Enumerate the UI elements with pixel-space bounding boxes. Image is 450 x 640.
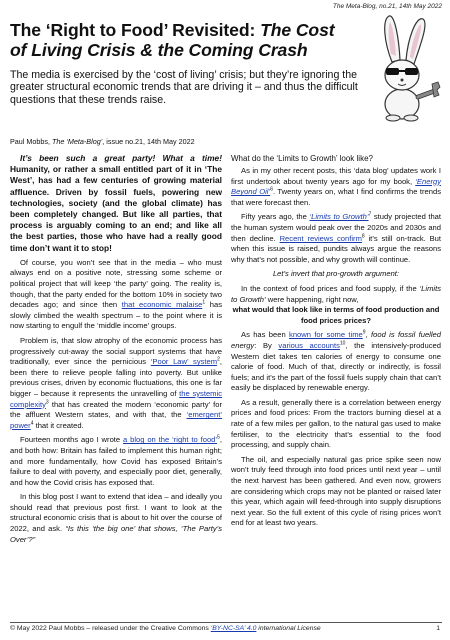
text-run: that has created the modern ‘economic party’ for the affluent Western states, and with that, the (10, 399, 222, 420)
footnote-ref: 3 (45, 399, 49, 406)
centered-italic-line: Let’s invert that pro-growth argument: (272, 269, 400, 279)
link-cc-license[interactable]: ‘BY-NC-SA’ 4.0 (210, 625, 257, 632)
footnote-ref: 9 (362, 329, 366, 336)
text-run: . Twenty years on, what I find confirms the trends that were forecast then. (231, 187, 441, 207)
paragraph (231, 212, 441, 265)
text-run-italic: food is fossil fuelled energy (231, 330, 441, 350)
running-head: The Meta-Blog, no.21, 14th May 2022 (332, 3, 442, 10)
footer-license (10, 625, 321, 632)
link-poor-law[interactable]: ‘Poor Law’ system (150, 357, 218, 367)
byline-issue: , issue no.21, 14th May 2022 (102, 137, 195, 146)
paragraph (10, 258, 222, 332)
page-number: 1 (436, 625, 440, 632)
footnote-ref: 4 (30, 420, 34, 427)
text-run: study projected that the human system would peak over the 2020s and 2030s and then decline. (231, 212, 442, 243)
footer-divider (10, 622, 442, 623)
footnote-ref: 6 (270, 186, 273, 193)
footnote-ref: 7 (368, 211, 372, 218)
link-limits-to-growth[interactable]: ‘Limits to Growth’ (309, 212, 369, 222)
footnote-ref: 5 (217, 434, 220, 441)
lede: The media is exercised by the ‘cost of living’ crisis; but they’re ignoring the greater structural economic trends that are driving it – and thus the difficult questions that these trends raise. (10, 69, 358, 106)
title-part-2: The Cost of Living Crisis & the Coming Crash (10, 20, 335, 60)
text-run: has slowly climbed the wealth spectrum – to the point where it is now starting to engulf the ‘middle income’ groups. (10, 300, 222, 331)
byline (10, 137, 390, 146)
link-economic-malaise[interactable]: that economic malaise (121, 300, 203, 310)
intro-bold: Humanity, or rather a small entitled part of it in ‘The West’, has had a few centuries of growing material affluence. Driven by fossil fuels, powering new technologies, society (and the global climate) has been completely changed. But like all parties, that process is arguably coming to an end; and like all the best parties, those who have had a really good time don’t want it to stop! (10, 164, 222, 253)
link-energy-beyond-oil[interactable]: ‘Energy Beyond Oil’ (231, 176, 441, 197)
text-run: In the context of food prices and food supply, if the (241, 283, 420, 293)
paragraph (10, 492, 222, 545)
intro-italic: It’s been such a great party! What a time! (20, 153, 222, 163)
left-column (10, 153, 222, 549)
text-run: Of course, you won’t see that in the media – who must always end on a positive note, stressing some scheme or political project that will keep ‘the party’ going. The reality is, though, that the party ended for the bottom 10% in society two decades ago; and since then (10, 257, 222, 310)
text-run: Fourteen months ago I wrote (20, 435, 124, 445)
text-run-italic: “Is this ‘the big one’ that shows, ‘The Party’s Over’?” (10, 524, 223, 544)
footnote-ref: 8 (361, 233, 365, 240)
text-run: , and both how: Britain has failed to implement this human right; and more fundamentally, how Covid has exposed Britain’s failure to deal with poverty, and especially poor diet, generally, and how the Covid crisis has exposed that. (10, 435, 222, 487)
byline-publication: The ‘Meta-Blog’ (51, 137, 103, 146)
text-run: were happening, right now, (265, 294, 359, 304)
text-run: it’s still on-track. But when this issue is raised, pundits always argue the reasons why that’s not possible, and why growth will continue. (231, 233, 441, 264)
text-run: © May 2022 Paul Mobbs – released under the Creative Commons (10, 625, 211, 632)
article-title (10, 21, 350, 60)
paragraph (231, 166, 441, 208)
text-run: , (365, 330, 372, 340)
text-run: In this blog post I want to extend that idea – and ideally you should read that previous post first. I want to look at the structural economic crisis that is about to hit over the course of 2022, and ask. (10, 492, 222, 534)
link-known-for-some-time[interactable]: known for some time (289, 330, 363, 340)
section-heading: What do the ‘Limits to Growth’ look like? (231, 154, 373, 163)
paragraph: The oil, and especially natural gas price spike seen now won’t truly feed through into food prices until next year – until the next harvest has been gathered. And even now, growers are considering which crops may not be planted or raised later this year, which again will feed-through into supply disruptions next year. So the full extent of this cycle of rising prices won’t end for at least two years. (231, 454, 441, 528)
text-run: As has been (241, 330, 290, 340)
link-systemic-complexity[interactable]: the systemic complexity (10, 388, 222, 409)
text-run: that it created. (33, 420, 84, 430)
paragraph (10, 435, 222, 488)
byline-author: Paul Mobbs, (10, 137, 52, 146)
footnote-ref: 1 (202, 299, 206, 306)
intro-paragraph (10, 153, 222, 254)
link-various-accounts[interactable]: various accounts (278, 340, 340, 350)
rabbit-mascot-icon (362, 12, 442, 122)
link-right-to-food-blog[interactable]: a blog on the ‘right to food’ (123, 435, 218, 445)
centered-bold-question: what would that look like in terms of food production and food prices prices? (232, 305, 440, 325)
right-column (231, 153, 441, 533)
paragraph (231, 330, 441, 394)
text-run: , been there to relieve people falling into poverty. But unlike previous crises, driven by economic fluctuations, this one is far bigger – because it represents the unravelling of (10, 357, 222, 398)
text-run: Problem is, that slow atrophy of the economic process has progressively cut-away the social support systems that have traditionally, ever since the pernicious (10, 335, 222, 367)
text-run: , the intensively-produced Western diet takes ten calories of energy to consume one calorie of food. Much of that, directly or indirectly, is fossil fuels; and it’s the part of the fossil fuels supply chain that can’t easily be displaced by renewable energy. (231, 340, 441, 393)
text-run: Fifty years ago, the (241, 212, 310, 222)
paragraph: As a result, generally there is a correlation between energy prices and food prices: From the tractors burning diesel at a rate of a few miles per gallon, to the natural gas used to make fertiliser, to the electricity that’s essential to the food processing, and supply chain. (231, 397, 441, 450)
text-run: : By (254, 340, 279, 350)
footnote-ref: 10 (339, 340, 346, 347)
text-run-italic: international License (256, 625, 321, 632)
title-part-1: The ‘Right to Food’ Revisited: (10, 20, 261, 40)
paragraph (231, 284, 441, 305)
text-run-italic: ‘Limits to Growth’ (231, 283, 441, 304)
link-recent-reviews[interactable]: Recent reviews confirm (279, 233, 362, 243)
paragraph (10, 336, 222, 431)
link-emergent-power[interactable]: ‘emergent’ power (10, 410, 222, 430)
text-run: As in my other recent posts, this ‘data blog’ updates work I first undertook about twenty years ago for my book, (231, 166, 441, 186)
footnote-ref: 2 (217, 356, 220, 363)
